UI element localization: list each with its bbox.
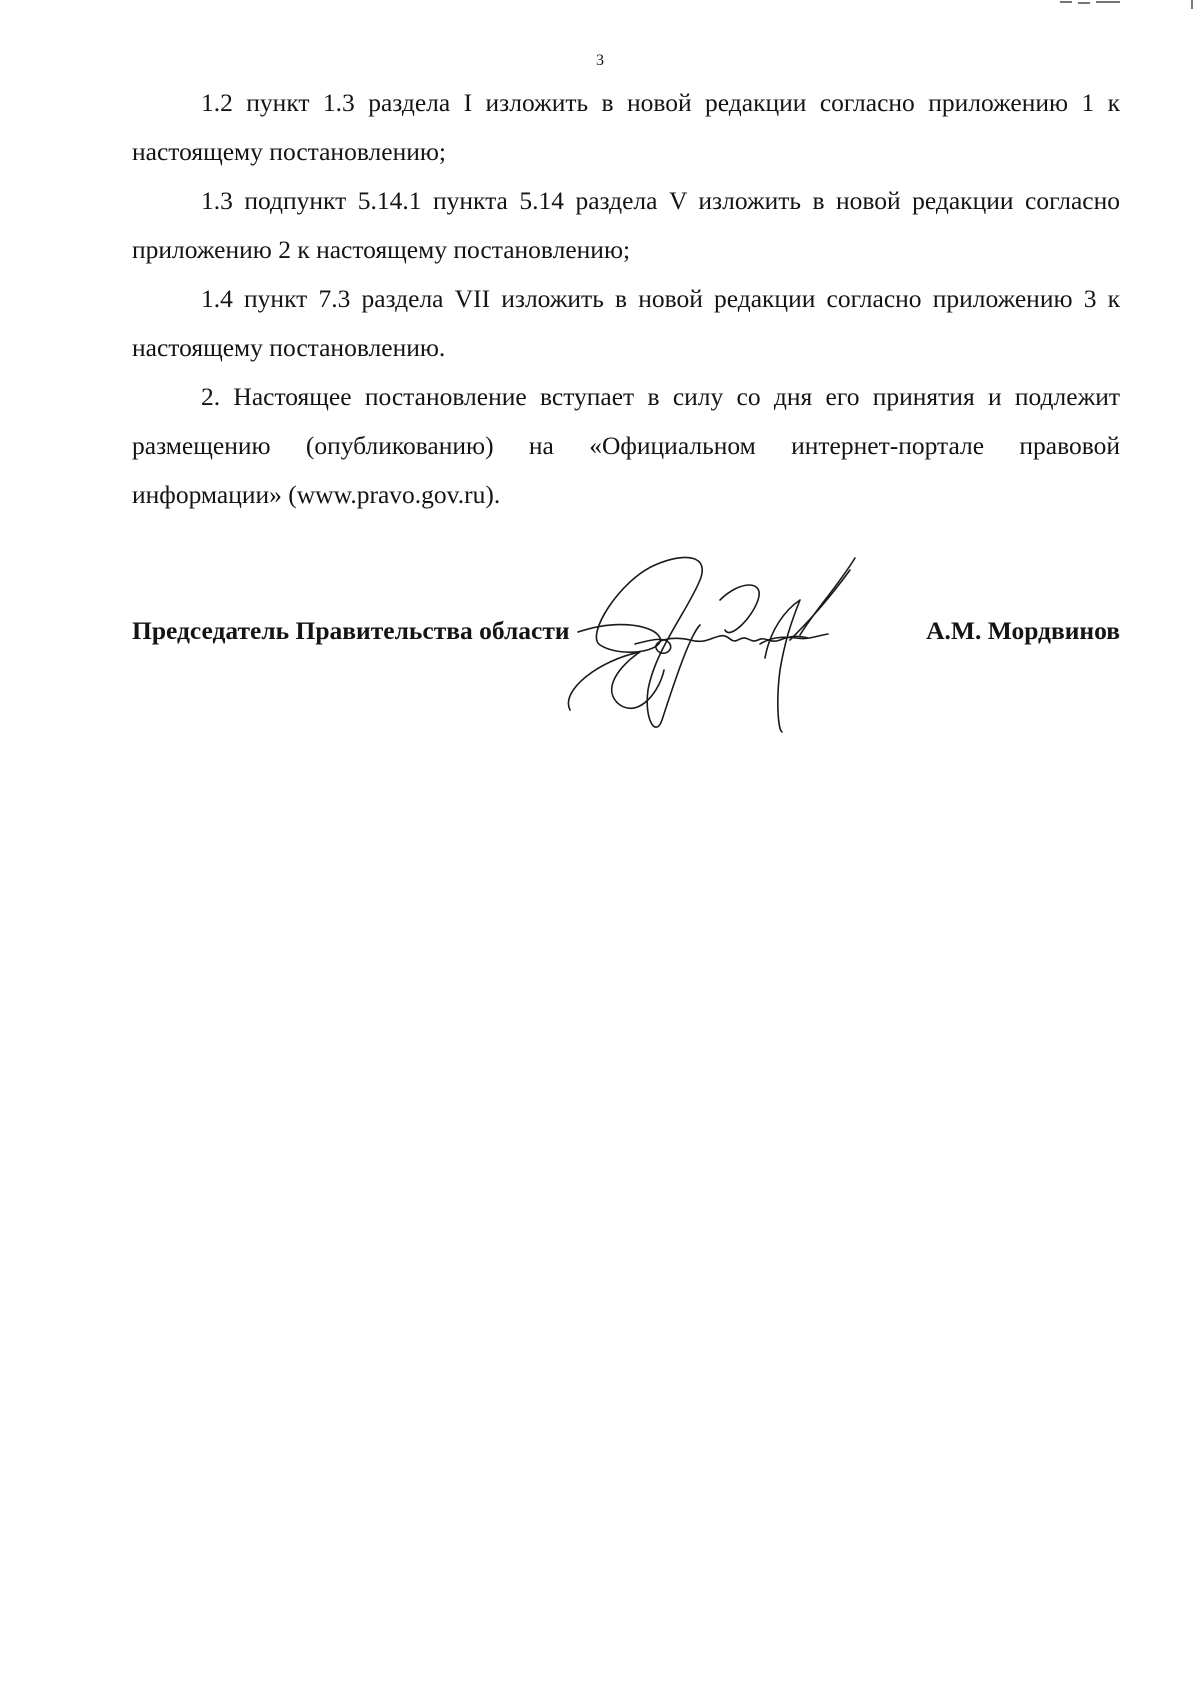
paragraph-1-4: 1.4 пункт 7.3 раздела VII изложить в новой редакции согласно приложению 3 к настоящему постановлению. <box>132 284 1120 362</box>
signatory-name: А.М. Мордвинов <box>926 616 1120 645</box>
paragraph-1-2: 1.2 пункт 1.3 раздела I изложить в новой редакции согласно приложению 1 к настоящему постановлению; <box>132 88 1120 166</box>
paragraph-2: 2. Настоящее постановление вступает в силу со дня его принятия и подлежит размещению (опубликованию) на «Официальном интернет-портале правовой информации» (www.pravo.gov.ru). <box>132 382 1120 509</box>
document-body <box>132 78 1120 519</box>
handwritten-signature-icon <box>560 540 940 740</box>
paragraph-1-3: 1.3 подпункт 5.14.1 пункта 5.14 раздела V изложить в новой редакции согласно приложению 2 к настоящему постановлению; <box>132 186 1120 264</box>
page-number: 3 <box>596 52 604 69</box>
signatory-title: Председатель Правительства области <box>132 616 570 645</box>
scan-corner-mark <box>1060 0 1200 10</box>
